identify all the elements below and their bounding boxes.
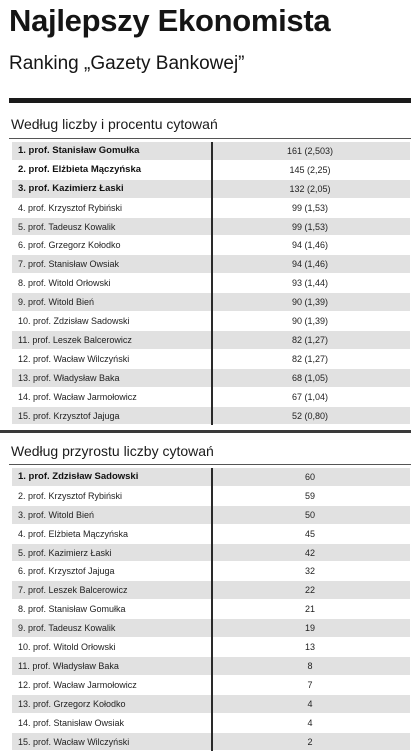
economist-name: 5. prof. Tadeusz Kowalik — [18, 221, 116, 232]
growth-value: 50 — [304, 509, 315, 520]
citation-value: 161 (2,503) — [286, 145, 334, 156]
growth-value: 19 — [304, 623, 315, 634]
citation-value: 52 (0,80) — [291, 410, 329, 421]
economist-name: 1. prof. Stanisław Gomułka — [18, 145, 140, 157]
economist-name: 9. prof. Tadeusz Kowalik — [18, 623, 116, 634]
column-divider — [211, 142, 213, 425]
section1-title: Według liczby i procentu cytowań — [11, 116, 218, 132]
citation-value: 99 (1,53) — [291, 202, 329, 213]
section1-rule — [9, 138, 411, 139]
citation-value: 94 (1,46) — [291, 240, 329, 251]
citation-value: 90 (1,39) — [291, 316, 329, 327]
economist-name: 8. prof. Stanisław Gomułka — [18, 604, 126, 615]
citation-value: 93 (1,44) — [291, 278, 329, 289]
economist-name: 1. prof. Zdzisław Sadowski — [18, 471, 139, 483]
citation-value: 145 (2,25) — [289, 164, 331, 175]
growth-value: 4 — [307, 717, 313, 728]
economist-name: 6. prof. Grzegorz Kołodko — [18, 240, 121, 251]
economist-name: 10. prof. Witold Orłowski — [18, 642, 116, 653]
section2-title: Według przyrostu liczby cytowań — [11, 443, 214, 459]
growth-value: 59 — [304, 490, 315, 501]
economist-name: 7. prof. Leszek Balcerowicz — [18, 585, 128, 596]
citation-value: 68 (1,05) — [291, 372, 329, 383]
growth-value: 13 — [304, 642, 315, 653]
growth-value: 32 — [304, 566, 315, 577]
economist-name: 12. prof. Wacław Jarmołowicz — [18, 679, 137, 690]
header-rule — [9, 98, 411, 103]
growth-value: 21 — [304, 604, 315, 615]
section2-rule — [9, 464, 411, 465]
economist-name: 14. prof. Wacław Jarmołowicz — [18, 391, 137, 402]
citation-value: 90 (1,39) — [291, 297, 329, 308]
citation-value: 67 (1,04) — [291, 391, 329, 402]
economist-name: 15. prof. Wacław Wilczyński — [18, 736, 130, 747]
growth-value: 8 — [307, 660, 313, 671]
economist-name: 15. prof. Krzysztof Jajuga — [18, 410, 120, 421]
economist-name: 3. prof. Witold Bień — [18, 509, 95, 520]
economist-name: 12. prof. Wacław Wilczyński — [18, 353, 130, 364]
citation-value: 132 (2,05) — [289, 183, 331, 194]
citation-value: 94 (1,46) — [291, 259, 329, 270]
citation-value: 82 (1,27) — [291, 353, 329, 364]
page-title: Najlepszy Ekonomista — [9, 3, 331, 38]
economist-name: 4. prof. Krzysztof Rybiński — [18, 202, 123, 213]
economist-name: 14. prof. Stanisław Owsiak — [18, 717, 125, 728]
economist-name: 11. prof. Władysław Baka — [18, 660, 119, 671]
citation-value: 82 (1,27) — [291, 334, 329, 345]
economist-name: 11. prof. Leszek Balcerowicz — [18, 334, 132, 345]
page-subtitle: Ranking „Gazety Bankowej” — [9, 53, 245, 74]
economist-name: 10. prof. Zdzisław Sadowski — [18, 316, 130, 327]
economist-name: 2. prof. Elżbieta Mączyńska — [18, 164, 142, 176]
economist-name: 8. prof. Witold Orłowski — [18, 278, 111, 289]
growth-value: 45 — [304, 528, 315, 539]
growth-value: 4 — [307, 698, 313, 709]
economist-name: 9. prof. Witold Bień — [18, 297, 95, 308]
column-divider — [211, 468, 213, 751]
growth-value: 7 — [307, 679, 313, 690]
economist-name: 2. prof. Krzysztof Rybiński — [18, 490, 123, 501]
citation-value: 99 (1,53) — [291, 221, 329, 232]
economist-name: 6. prof. Krzysztof Jajuga — [18, 566, 115, 577]
growth-value: 42 — [304, 547, 315, 558]
economist-name: 5. prof. Kazimierz Łaski — [18, 547, 112, 558]
economist-name: 13. prof. Grzegorz Kołodko — [18, 698, 126, 709]
economist-name: 4. prof. Elżbieta Mączyńska — [18, 528, 129, 539]
economist-name: 13. prof. Władysław Baka — [18, 372, 120, 383]
section-separator — [0, 430, 411, 433]
economist-name: 3. prof. Kazimierz Łaski — [18, 183, 124, 195]
economist-name: 7. prof. Stanisław Owsiak — [18, 259, 120, 270]
growth-value: 22 — [304, 585, 315, 596]
growth-value: 2 — [307, 736, 313, 747]
growth-value: 60 — [304, 471, 315, 482]
